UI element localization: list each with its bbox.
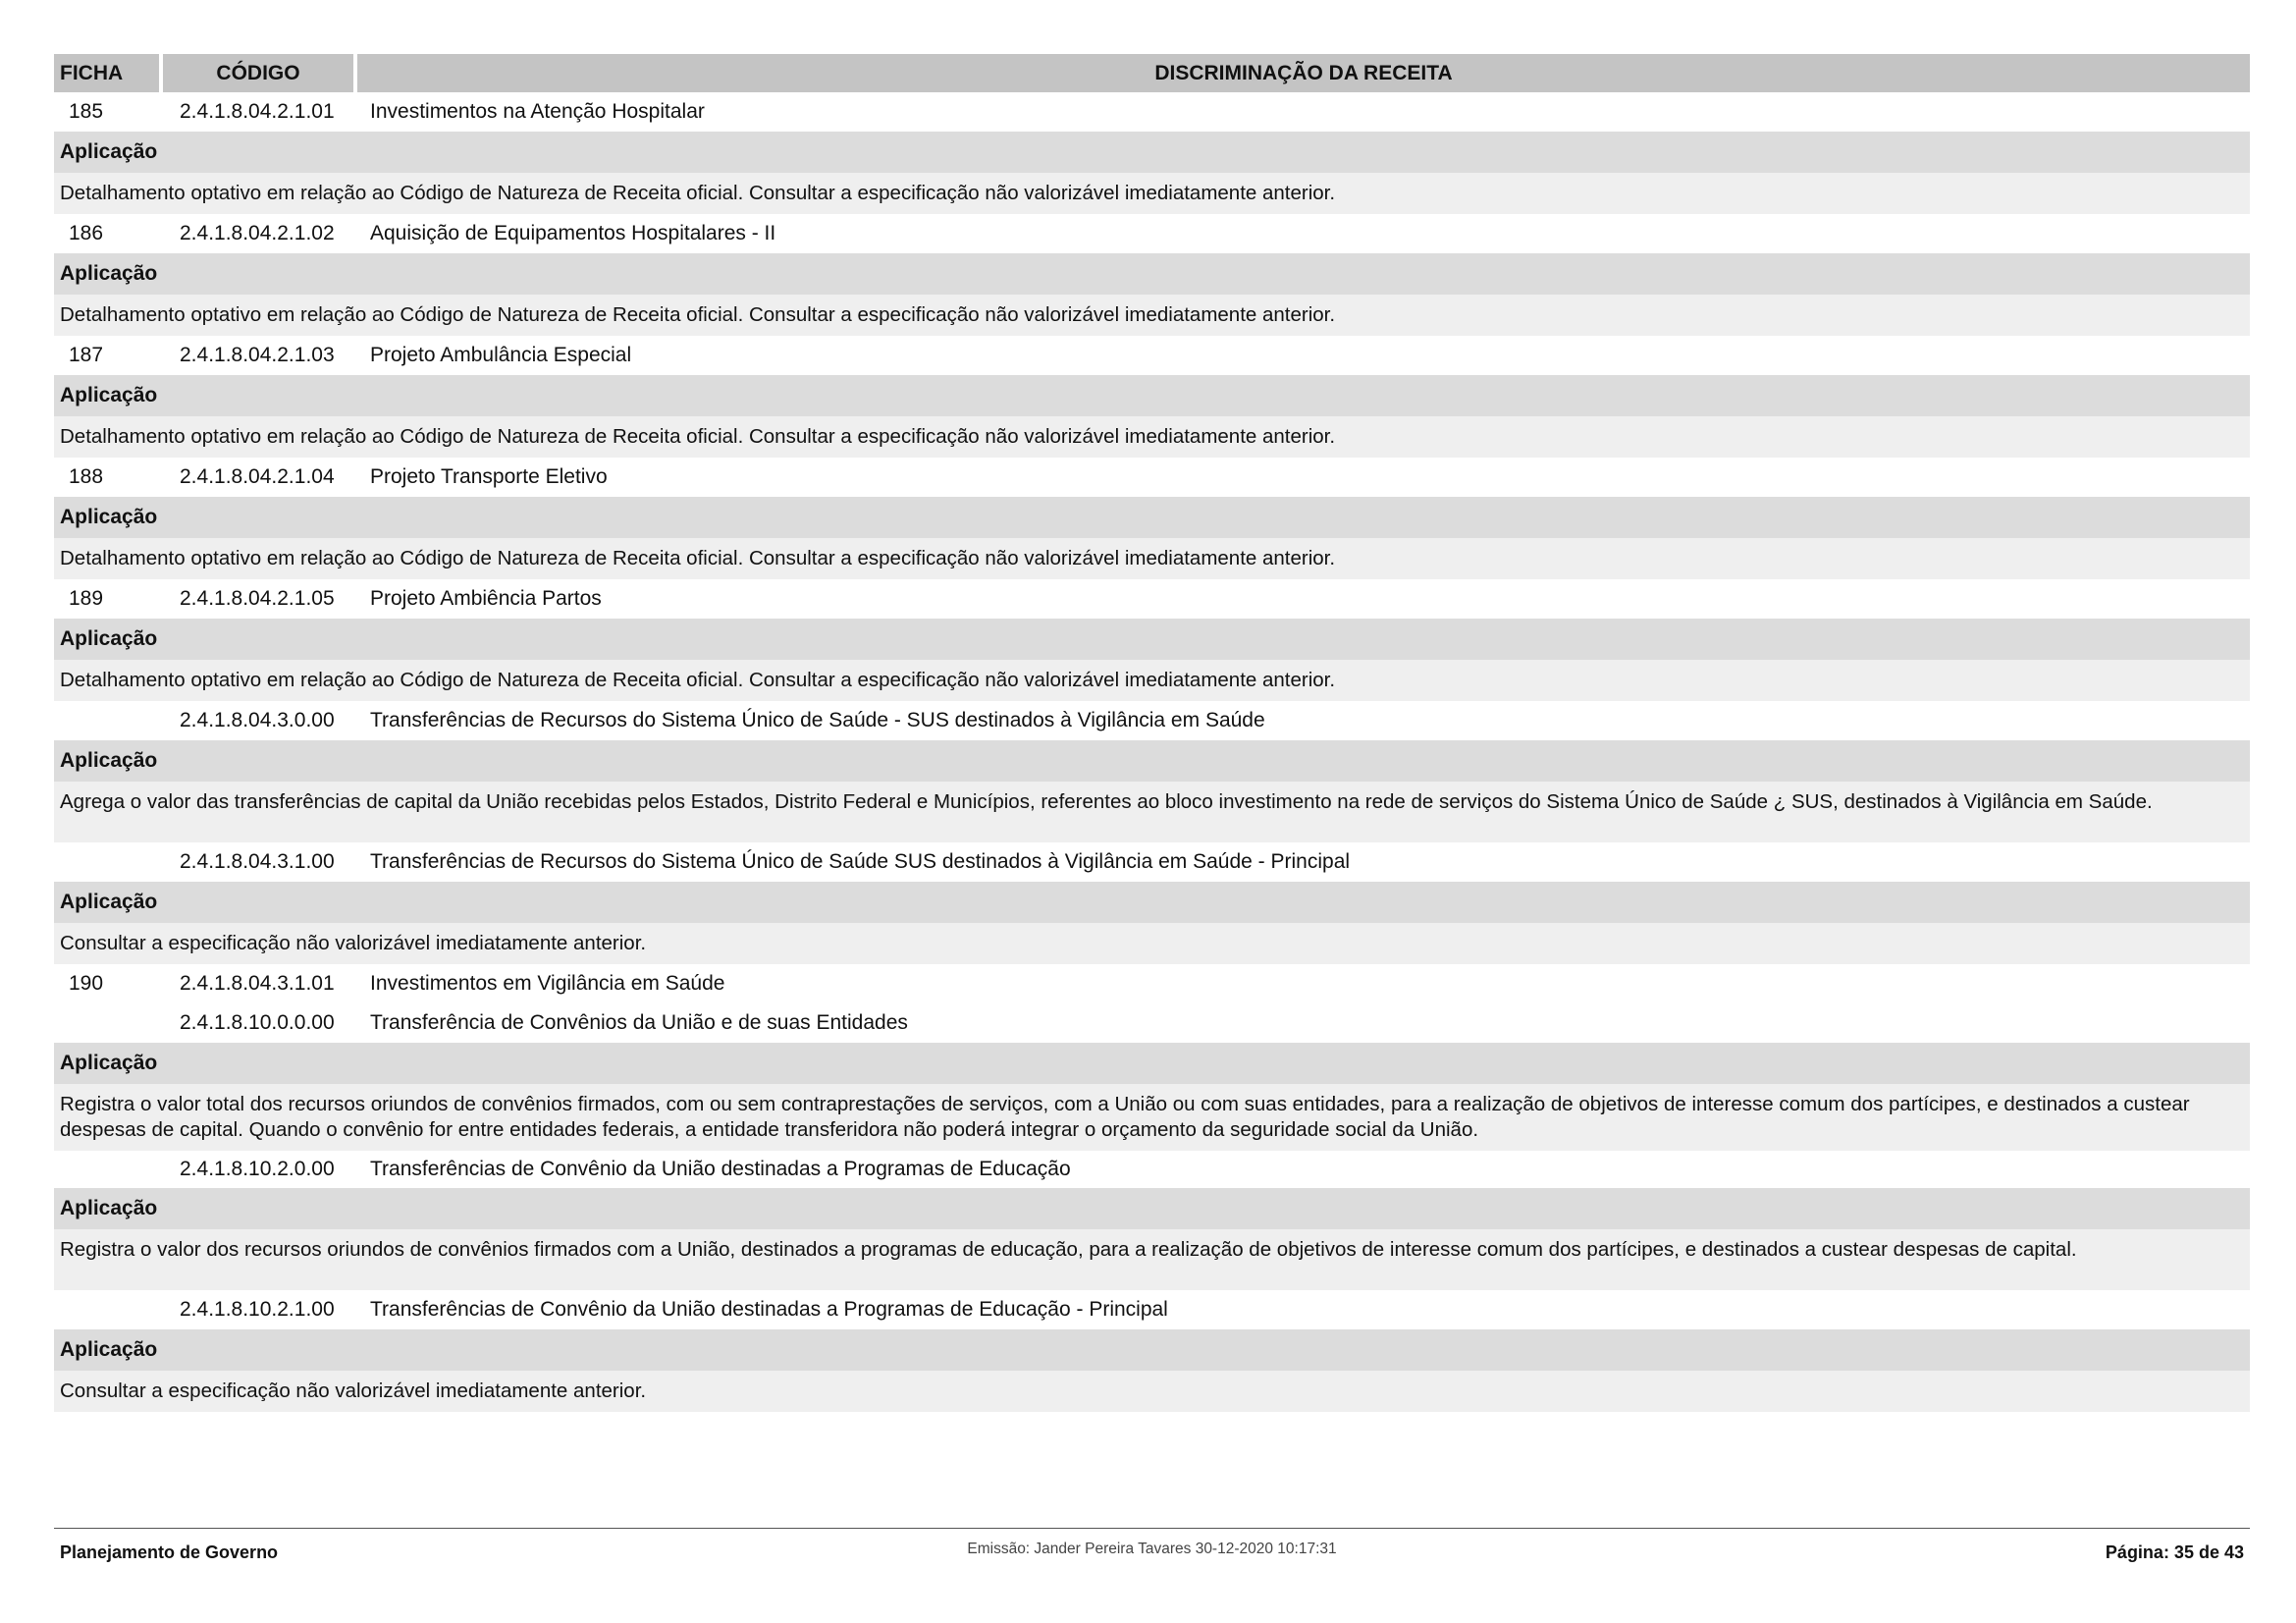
description-cell: Aquisição de Equipamentos Hospitalares - II bbox=[370, 222, 776, 244]
aplicacao-text: Detalhamento optativo em relação ao Código de Natureza de Receita oficial. Consultar a especificação não valorizável imediatamente anterior. bbox=[54, 660, 2250, 701]
header-codigo: CÓDIGO bbox=[163, 54, 353, 92]
table-row bbox=[54, 92, 2250, 132]
table-row bbox=[54, 214, 2250, 253]
ficha-cell: 185 bbox=[69, 100, 104, 123]
revenue-table bbox=[54, 54, 2250, 1412]
codigo-cell: 2.4.1.8.04.2.1.04 bbox=[180, 465, 335, 488]
table-row bbox=[54, 579, 2250, 619]
table-row bbox=[54, 458, 2250, 497]
description-cell: Transferência de Convênios da União e de suas Entidades bbox=[370, 1011, 908, 1034]
description-cell: Projeto Ambulância Especial bbox=[370, 344, 632, 366]
aplicacao-label: Aplicação bbox=[54, 882, 2250, 923]
page-footer bbox=[54, 1528, 2250, 1562]
aplicacao-text: Detalhamento optativo em relação ao Código de Natureza de Receita oficial. Consultar a especificação não valorizável imediatamente anterior. bbox=[54, 416, 2250, 458]
table-row bbox=[54, 336, 2250, 375]
ficha-cell: 189 bbox=[69, 587, 104, 610]
aplicacao-label: Aplicação bbox=[54, 1329, 2250, 1371]
aplicacao-label: Aplicação bbox=[54, 1043, 2250, 1084]
codigo-cell: 2.4.1.8.04.3.0.00 bbox=[180, 709, 335, 731]
aplicacao-text: Agrega o valor das transferências de capital da União recebidas pelos Estados, Distrito Federal e Municípios, referentes ao bloco investimento na rede de serviços do Sistema Único de Saúde ¿ SUS, destinados à Vigilância em Saúde. bbox=[54, 782, 2250, 842]
footer-page-number: Página: 35 de 43 bbox=[2105, 1542, 2244, 1562]
footer-org: Planejamento de Governo bbox=[60, 1542, 279, 1562]
codigo-cell: 2.4.1.8.04.3.1.00 bbox=[180, 850, 335, 873]
header-discriminacao: DISCRIMINAÇÃO DA RECEITA bbox=[357, 54, 2250, 92]
aplicacao-text: Detalhamento optativo em relação ao Código de Natureza de Receita oficial. Consultar a especificação não valorizável imediatamente anterior. bbox=[54, 295, 2250, 336]
codigo-cell: 2.4.1.8.10.0.0.00 bbox=[180, 1011, 335, 1034]
ficha-cell: 188 bbox=[69, 465, 104, 488]
description-cell: Investimentos em Vigilância em Saúde bbox=[370, 972, 725, 995]
aplicacao-label: Aplicação bbox=[54, 253, 2250, 295]
table-body bbox=[54, 92, 2250, 1412]
aplicacao-text: Detalhamento optativo em relação ao Código de Natureza de Receita oficial. Consultar a especificação não valorizável imediatamente anterior. bbox=[54, 173, 2250, 214]
aplicacao-label: Aplicação bbox=[54, 497, 2250, 538]
description-cell: Transferências de Recursos do Sistema Único de Saúde SUS destinados à Vigilância em Saúde - Principal bbox=[370, 850, 1351, 873]
aplicacao-label: Aplicação bbox=[54, 619, 2250, 660]
description-cell: Investimentos na Atenção Hospitalar bbox=[370, 100, 705, 123]
description-cell: Transferências de Convênio da União destinadas a Programas de Educação bbox=[370, 1158, 1071, 1180]
ficha-cell: 186 bbox=[69, 222, 104, 244]
description-cell: Projeto Transporte Eletivo bbox=[370, 465, 608, 488]
description-cell: Projeto Ambiência Partos bbox=[370, 587, 602, 610]
aplicacao-label: Aplicação bbox=[54, 375, 2250, 416]
aplicacao-text: Detalhamento optativo em relação ao Código de Natureza de Receita oficial. Consultar a especificação não valorizável imediatamente anterior. bbox=[54, 538, 2250, 579]
table-row bbox=[54, 964, 2250, 1003]
aplicacao-text: Consultar a especificação não valorizável imediatamente anterior. bbox=[54, 923, 2250, 964]
aplicacao-text: Registra o valor total dos recursos oriundos de convênios firmados, com ou sem contraprestações de serviços, com a União ou com suas entidades, para a realização de objetivos de interesse comum dos partícipes, e destinados a custear despesas de capital. Quando o convênio for entre entidades federais, a entidade transferidora não poderá integrar o orçamento da seguridade social da União. bbox=[54, 1084, 2250, 1151]
description-cell: Transferências de Recursos do Sistema Único de Saúde - SUS destinados à Vigilância em Saúde bbox=[370, 709, 1265, 731]
ficha-cell: 187 bbox=[69, 344, 104, 366]
aplicacao-label: Aplicação bbox=[54, 740, 2250, 782]
codigo-cell: 2.4.1.8.10.2.1.00 bbox=[180, 1298, 335, 1321]
aplicacao-text: Consultar a especificação não valorizável imediatamente anterior. bbox=[54, 1371, 2250, 1412]
table-row bbox=[54, 842, 2250, 882]
codigo-cell: 2.4.1.8.04.2.1.02 bbox=[180, 222, 335, 244]
footer-emission: Emissão: Jander Pereira Tavares 30-12-2020 10:17:31 bbox=[967, 1541, 1337, 1557]
table-row bbox=[54, 1290, 2250, 1329]
aplicacao-label: Aplicação bbox=[54, 1188, 2250, 1229]
table-header bbox=[54, 54, 2250, 92]
codigo-cell: 2.4.1.8.04.2.1.01 bbox=[180, 100, 335, 123]
codigo-cell: 2.4.1.8.04.2.1.03 bbox=[180, 344, 335, 366]
table-row bbox=[54, 1003, 2250, 1043]
aplicacao-label: Aplicação bbox=[54, 132, 2250, 173]
table-row bbox=[54, 701, 2250, 740]
ficha-cell: 190 bbox=[69, 972, 104, 995]
codigo-cell: 2.4.1.8.04.2.1.05 bbox=[180, 587, 335, 610]
header-ficha: FICHA bbox=[54, 54, 159, 92]
codigo-cell: 2.4.1.8.10.2.0.00 bbox=[180, 1158, 335, 1180]
description-cell: Transferências de Convênio da União destinadas a Programas de Educação - Principal bbox=[370, 1298, 1168, 1321]
codigo-cell: 2.4.1.8.04.3.1.01 bbox=[180, 972, 335, 995]
aplicacao-text: Registra o valor dos recursos oriundos de convênios firmados com a União, destinados a programas de educação, para a realização de objetivos de interesse comum dos partícipes, e destinados a custear despesas de capital. bbox=[54, 1229, 2250, 1290]
table-row bbox=[54, 1151, 2250, 1188]
